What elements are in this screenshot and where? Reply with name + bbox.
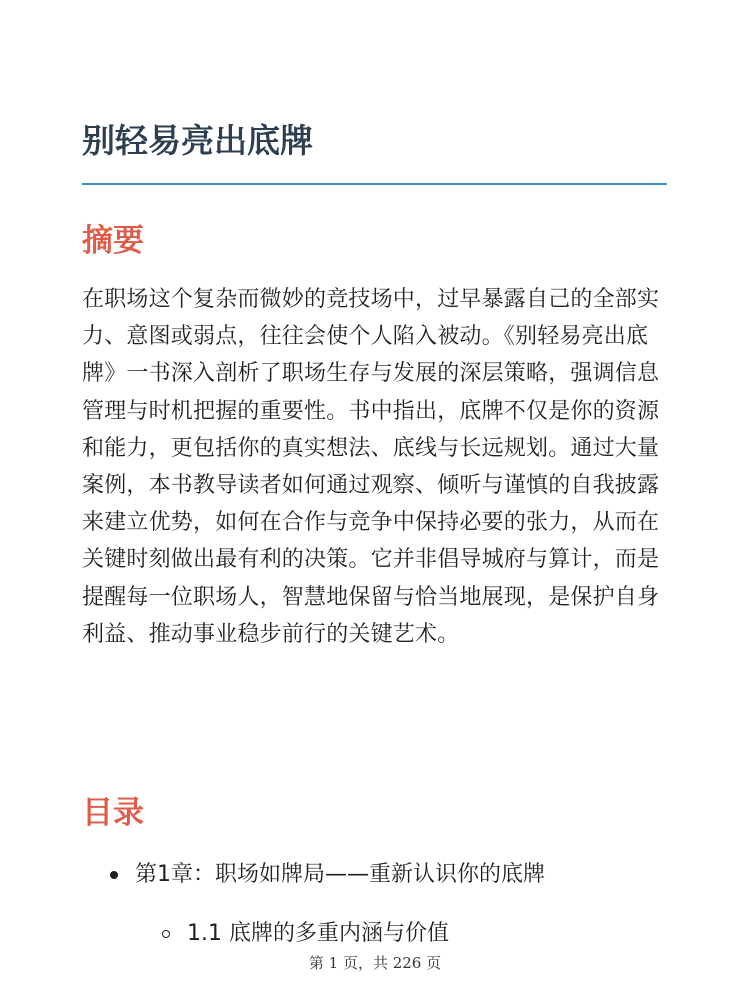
title-divider: [82, 183, 667, 185]
abstract-heading: 摘要: [82, 223, 144, 259]
page-number-footer: 第 1 页，共 226 页: [308, 954, 442, 972]
bullet-disc-icon: [110, 871, 118, 879]
toc-chapter-label: 第1章：职场如牌局——重新认识你的底牌: [135, 862, 545, 887]
abstract-body: 在职场这个复杂而微妙的竞技场中，过早暴露自己的全部实力、意图或弱点，往往会使个人陷入被动。《别轻易亮出底牌》一书深入剖析了职场生存与发展的深层策略，强调信息管理与时机把握的重要性。书中指出，底牌不仅是你的资源和能力，更包括你的真实想法、底线与长远规划。通过大量案例，本书教导读者如何通过观察、倾听与谨慎的自我披露来建立优势，如何在合作与竞争中保持必要的张力，从而在关键时刻做出最有利的决策。它并非倡导城府与算计，而是提醒每一位职场人，智慧地保留与恰当地展现，是保护自身利益、推动事业稳步前行的关键艺术。: [82, 287, 660, 647]
toc-chapter-item[interactable]: [110, 855, 545, 895]
toc-section-item[interactable]: [162, 914, 449, 954]
toc-section-label: 1.1 底牌的多重内涵与价值: [187, 921, 449, 946]
document-title: 别轻易亮出底牌: [82, 121, 313, 160]
bullet-circle-icon: [162, 930, 170, 938]
toc-heading: 目录: [82, 795, 144, 831]
